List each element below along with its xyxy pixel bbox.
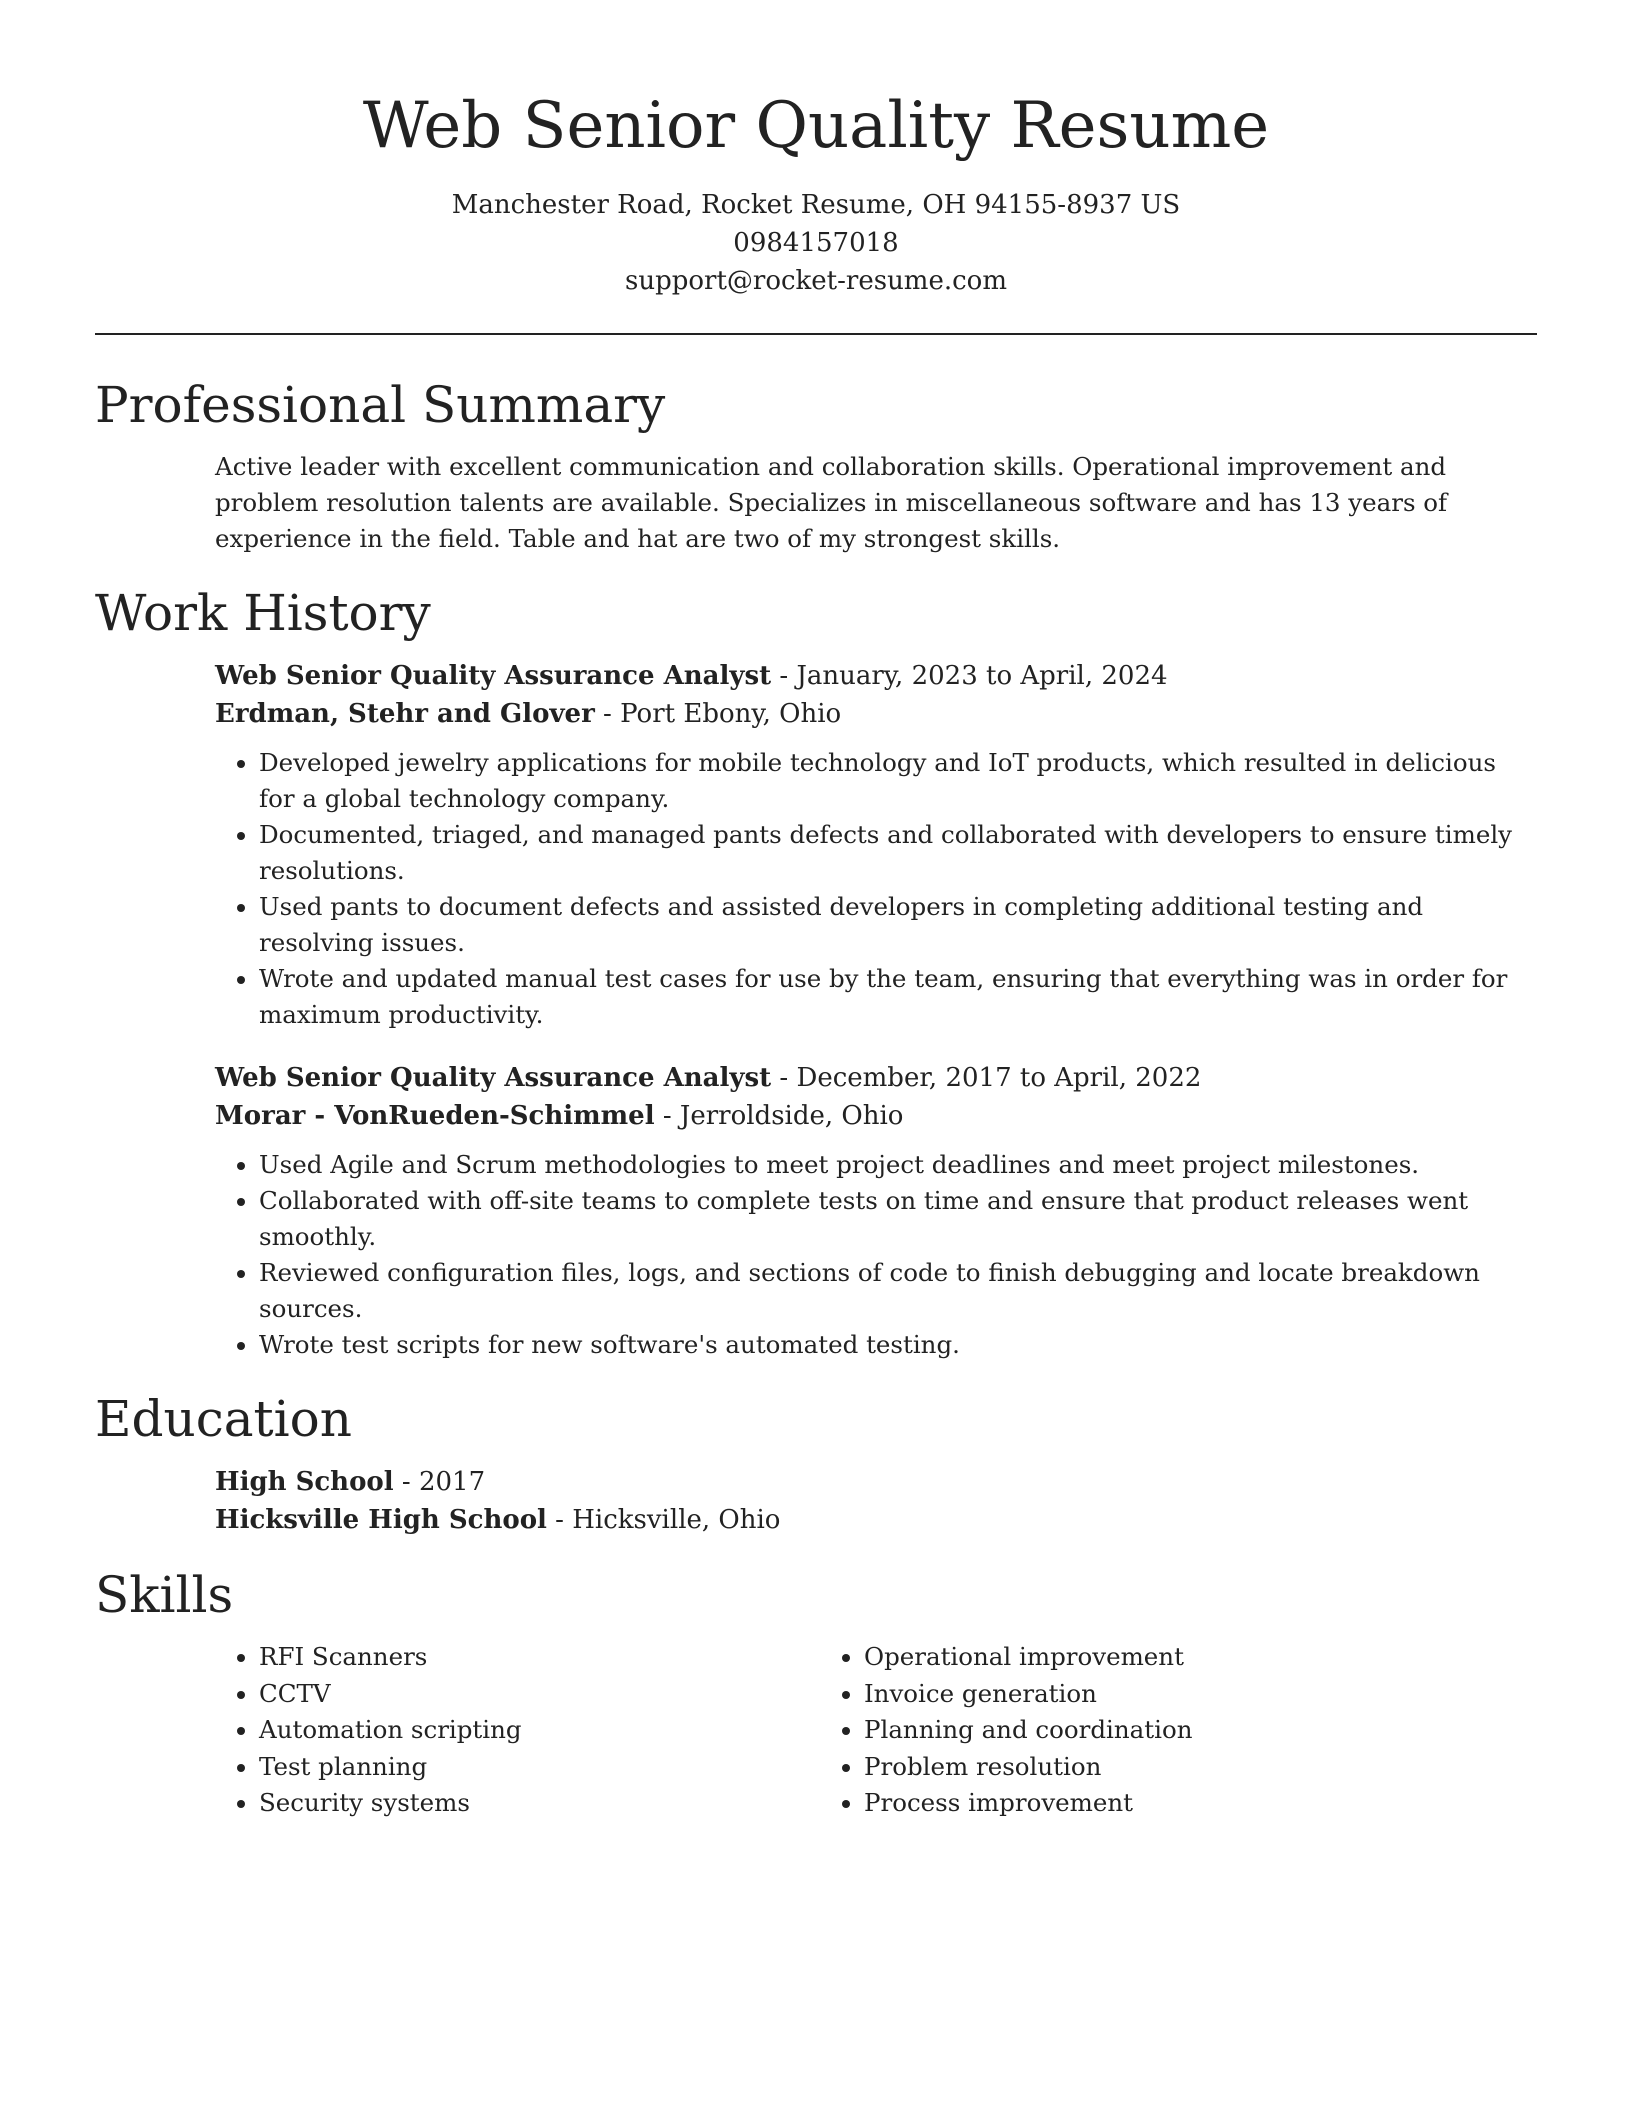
job-entry (215, 657, 1537, 1033)
company-location: - Jerroldside, Ohio (654, 1101, 904, 1131)
school-location: - Hicksville, Ohio (546, 1505, 781, 1535)
education-heading: Education (95, 1390, 352, 1448)
skill-item: • RFI Scanners (259, 1639, 820, 1676)
education-entry (215, 1463, 1537, 1539)
job-company-line (215, 695, 1537, 733)
degree: High School (215, 1467, 394, 1497)
job-dates: - December, 2017 to April, 2022 (771, 1063, 1202, 1093)
company-name: Erdman, Stehr and Glover (215, 699, 595, 729)
job-bullet: • Wrote test scripts for new software's automated testing. (259, 1327, 1537, 1363)
skill-item: • Operational improvement (864, 1639, 1425, 1676)
skill-item: • Planning and coordination (864, 1712, 1425, 1749)
skills-heading: Skills (95, 1566, 234, 1624)
resume-header (95, 0, 1537, 300)
email: support@rocket-resume.com (624, 266, 1007, 296)
job-dates: - January, 2023 to April, 2024 (771, 661, 1168, 691)
job-bullet: • Reviewed configuration files, logs, and sections of code to finish debugging and locate breakdown sources. (259, 1255, 1537, 1327)
job-bullets (215, 1147, 1537, 1363)
job-company-line (215, 1097, 1537, 1135)
school-line (215, 1501, 1537, 1539)
skills-column-right (820, 1639, 1425, 1822)
skill-item: • CCTV (259, 1676, 820, 1713)
skills-list (215, 1639, 1537, 1822)
header-divider (95, 333, 1537, 335)
work-history-heading: Work History (95, 584, 431, 642)
company-name: Morar - VonRueden-Schimmel (215, 1101, 655, 1131)
skill-item: • Automation scripting (259, 1712, 820, 1749)
school-name: Hicksville High School (215, 1505, 547, 1535)
job-bullet: • Used Agile and Scrum methodologies to meet project deadlines and meet project milestones. (259, 1147, 1537, 1183)
skill-item: • Security systems (259, 1785, 820, 1822)
job-bullets (215, 745, 1537, 1033)
skills-column-left (215, 1639, 820, 1822)
job-bullet: • Developed jewelry applications for mobile technology and IoT products, which resulted in delicious for a global technology company. (259, 745, 1537, 817)
job-bullet: • Documented, triaged, and managed pants defects and collaborated with developers to ensure timely resolutions. (259, 817, 1537, 889)
job-title: Web Senior Quality Assurance Analyst (215, 661, 772, 691)
job-title-line (215, 1059, 1537, 1097)
job-bullet: • Wrote and updated manual test cases for use by the team, ensuring that everything was in order for maximum productivity. (259, 961, 1537, 1033)
job-title: Web Senior Quality Assurance Analyst (215, 1063, 772, 1093)
summary-heading: Professional Summary (95, 376, 666, 434)
skill-item: • Problem resolution (864, 1749, 1425, 1786)
skill-item: • Invoice generation (864, 1676, 1425, 1713)
job-bullet: • Collaborated with off-site teams to complete tests on time and ensure that product releases went smoothly. (259, 1183, 1537, 1255)
skill-item: • Process improvement (864, 1785, 1425, 1822)
graduation-year: - 2017 (393, 1467, 486, 1497)
company-location: - Port Ebony, Ohio (594, 699, 842, 729)
job-bullet: • Used pants to document defects and assisted developers in completing additional testing and resolving issues. (259, 889, 1537, 961)
phone: 0984157018 (733, 228, 899, 258)
degree-line (215, 1463, 1537, 1501)
skill-item: • Test planning (259, 1749, 820, 1786)
address: Manchester Road, Rocket Resume, OH 94155-8937 US (451, 190, 1181, 220)
summary-text: Active leader with excellent communication and collaboration skills. Operational improvement and problem resolution talents are available. Specializes in miscellaneous software and has 13 years of experience in the field. Table and hat are two of my strongest skills. (215, 452, 1448, 553)
resume-name: Web Senior Quality Resume (362, 89, 1270, 163)
job-entry (215, 1059, 1537, 1363)
job-title-line (215, 657, 1537, 695)
